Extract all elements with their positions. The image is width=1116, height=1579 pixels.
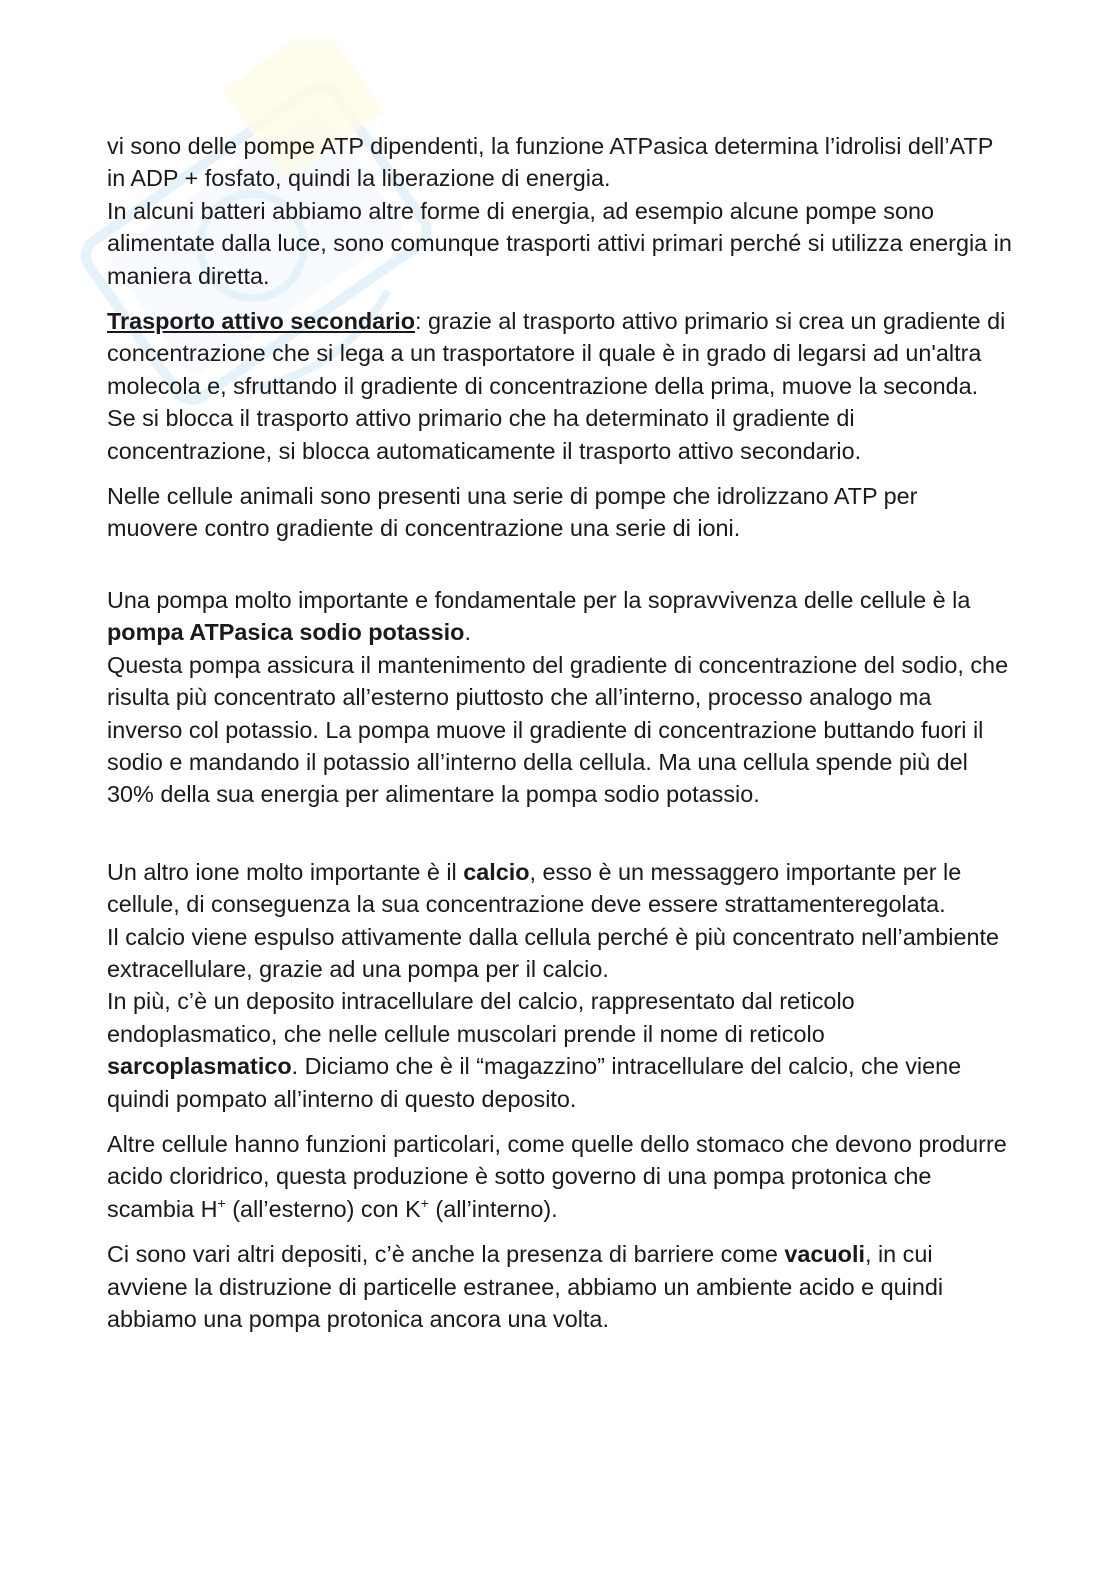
stomach-text-b: (all’esterno) con K [225,1195,421,1222]
calcium-deposit-end: . Diciamo che è il “magazzino” intracellulare del calcio, che viene quindi pompato all’interno di questo deposito. [107,1053,962,1112]
stomach-text-a: Altre cellule hanno funzioni particolari, come quelle dello stomaco che devono produrre acido cloridrico, questa produzione è sotto governo di una pompa protonica che scambia H [107,1130,1007,1222]
paragraph-secondary-transport [107,305,1012,402]
sodium-pump-intro-end: . [464,619,471,646]
sarcoplasmic-term: sarcoplasmatico [107,1053,292,1080]
calcium-deposit-text: In più, c’è un deposito intracellulare del calcio, rappresentato dal reticolo endoplasmatico, che nelle cellule muscolari prende il nome di reticolo [107,988,855,1047]
paragraph-calcium-expulsion: Il calcio viene espulso attivamente dalla cellula perché è più concentrato nell’ambiente extracellulare, grazie ad una pompa per il calcio. [107,923,999,982]
paragraph-calcium-deposit [107,985,1012,1115]
paragraph-calcium-intro [107,856,1012,921]
calcium-intro-text: Un altro ione molto importante è il [107,858,464,885]
superscript-plus: + [217,1194,226,1211]
sodium-pump-term: pompa ATPasica sodio potassio [107,619,465,646]
paragraph-animal-cells: Nelle cellule animali sono presenti una serie di pompe che idrolizzano ATP per muovere contro gradiente di concentrazione una serie di ioni. [107,483,918,542]
paragraph-sodium-pump-detail: Questa pompa assicura il mantenimento del gradiente di concentrazione del sodio, che risulta più concentrato all’esterno piuttosto che all’interno, processo analogo ma inverso col potassio. La pompa muove il gradiente di concentrazione buttando fuori il sodio e mandando il potassio all’interno della cellula. Ma una cellula spende più del 30% della sua energia per alimentare la pompa sodio potassio. [107,651,1009,808]
vacuoles-term: vacuoli [784,1241,865,1268]
section-title-secondary-transport: Trasporto attivo secondario [107,308,416,335]
sodium-pump-intro-text: Una pompa molto importante e fondamentale per la sopravvivenza delle cellule è la [107,586,971,613]
calcium-intro-end: , esso è un messaggero importante per le cellule, di conseguenza la sua concentrazione deve essere strattamenteregolata. [107,858,962,918]
secondary-transport-text: : grazie al trasporto attivo primario si crea un gradiente di concentrazione che si lega a un trasportatore il quale è in grado di legarsi ad un'altra molecola e, sfruttando il gradiente di concentrazione della prima, muove la seconda. [107,308,1006,399]
paragraph-atp-pumps: vi sono delle pompe ATP dipendenti, la funzione ATPasica determina l’idrolisi dell’ATP in ADP + fosfato, quindi la liberazione di energia. [107,133,993,192]
superscript-plus: + [420,1194,429,1211]
vacuoles-text: Ci sono vari altri depositi, c’è anche la presenza di barriere come [107,1241,785,1268]
paragraph-vacuoles [107,1238,1012,1335]
paragraph-blocking: Se si blocca il trasporto attivo primario che ha determinato il gradiente di concentrazione, si blocca automaticamente il trasporto attivo secondario. [107,405,862,464]
stomach-text-c: (all’interno). [428,1195,558,1222]
paragraph-sodium-pump-intro [107,584,1012,649]
document-body [107,130,1012,1335]
vacuoles-end: , in cui avviene la distruzione di particelle estranee, abbiamo un ambiente acido e quindi abbiamo una pompa protonica ancora una volta. [107,1241,944,1332]
calcium-term: calcio [463,858,530,885]
paragraph-stomach-cells [107,1128,1012,1225]
paragraph-bacteria: In alcuni batteri abbiamo altre forme di energia, ad esempio alcune pompe sono alimentate dalla luce, sono comunque trasporti attivi primari perché si utilizza energia in maniera diretta. [107,197,1012,289]
